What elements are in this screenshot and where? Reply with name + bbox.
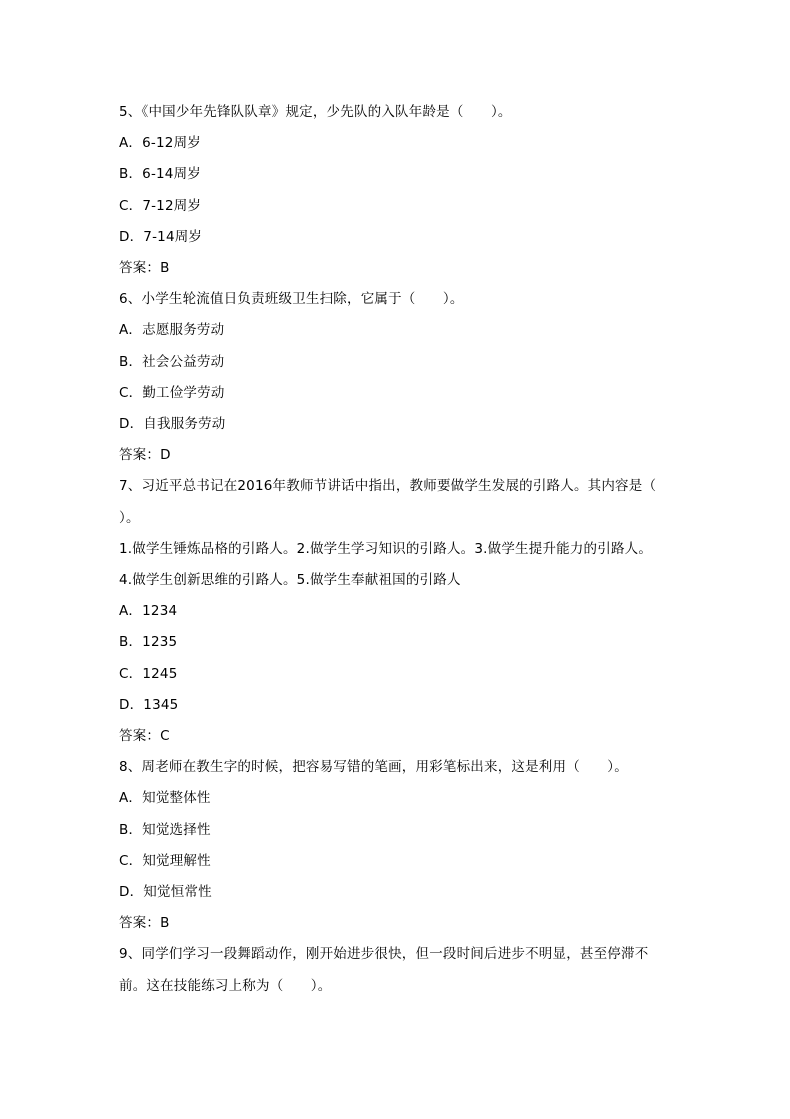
option-line: D．1345 — [119, 696, 179, 713]
option-line: D．知觉恒常性 — [119, 884, 212, 900]
option-line: B．1235 — [119, 634, 178, 651]
option-line: D．自我服务劳动 — [119, 416, 226, 432]
question-text-line: 9、同学们学习一段舞蹈动作，刚开始进步很快，但一段时间后进步不明显，甚至停滞不 — [119, 946, 649, 963]
option-line: A．志愿服务劳动 — [119, 322, 225, 339]
answer-line: 答案：D — [119, 447, 171, 464]
option-line: B．知觉选择性 — [119, 821, 211, 838]
question-text-line: ）。 — [119, 509, 140, 526]
option-line: C．知觉理解性 — [119, 852, 211, 869]
question-text-line: 8、周老师在教生字的时候，把容易写错的笔画，用彩笔标出来，这是利用（ ）。 — [119, 759, 628, 776]
answer-line: 答案：B — [119, 260, 170, 276]
answer-line: 答案：B — [119, 915, 170, 932]
option-line: A．6-12周岁 — [119, 135, 201, 152]
question-text-line: 4.做学生创新思维的引路人。5.做学生奉献祖国的引路人 — [119, 572, 461, 588]
question-text-line: 6、小学生轮流值日负责班级卫生扫除，它属于（ ）。 — [119, 291, 464, 308]
question-text-line: 1.做学生锤炼品格的引路人。2.做学生学习知识的引路人。3.做学生提升能力的引路人。 — [119, 540, 653, 557]
option-line: C．1245 — [119, 665, 178, 682]
option-line: A．知觉整体性 — [119, 790, 211, 807]
option-line: A．1234 — [119, 603, 178, 620]
option-line: D．7-14周岁 — [119, 228, 203, 245]
answer-line: 答案：C — [119, 728, 170, 744]
option-line: B．6-14周岁 — [119, 166, 202, 183]
question-text-line: 前。这在技能练习上称为（ ）。 — [119, 977, 332, 994]
question-text-line: 7、习近平总书记在2016年教师节讲话中指出，教师要做学生发展的引路人。其内容是（ — [119, 478, 657, 495]
question-text-line: 5、《中国少年先锋队队章》规定，少先队的入队年龄是（ ）。 — [119, 104, 512, 120]
option-line: C．7-12周岁 — [119, 197, 202, 214]
option-line: B．社会公益劳动 — [119, 353, 225, 370]
option-line: C．勤工俭学劳动 — [119, 384, 225, 401]
